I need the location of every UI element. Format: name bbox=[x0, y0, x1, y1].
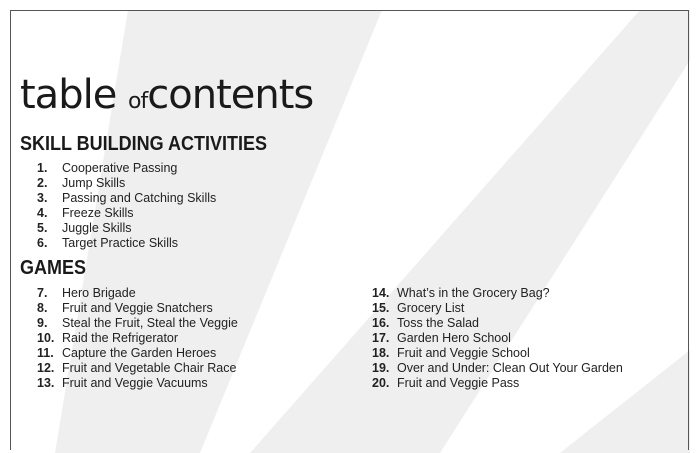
list-item[interactable] bbox=[372, 346, 623, 361]
item-number: 5. bbox=[37, 221, 48, 235]
item-number: 8. bbox=[37, 301, 48, 315]
list-item[interactable] bbox=[372, 286, 623, 301]
list-item[interactable] bbox=[37, 331, 238, 346]
list-item[interactable] bbox=[372, 301, 623, 316]
item-label: Passing and Catching Skills bbox=[62, 191, 217, 205]
item-label: Fruit and Veggie Pass bbox=[397, 376, 520, 390]
list-item[interactable] bbox=[37, 316, 238, 331]
item-label: Grocery List bbox=[397, 301, 465, 315]
item-number: 18. bbox=[372, 346, 390, 360]
title-word: table bbox=[20, 72, 117, 118]
item-number: 15. bbox=[372, 301, 390, 315]
item-number: 20. bbox=[372, 376, 390, 390]
item-label: Steal the Fruit, Steal the Veggie bbox=[62, 316, 238, 330]
section-heading-games: GAMES bbox=[20, 257, 87, 279]
item-number: 7. bbox=[37, 286, 48, 300]
item-label: Jump Skills bbox=[62, 176, 126, 190]
item-label: Toss the Salad bbox=[397, 316, 479, 330]
page-title bbox=[20, 72, 313, 118]
item-label: Fruit and Veggie Snatchers bbox=[62, 301, 213, 315]
title-word: of bbox=[128, 89, 148, 114]
item-label: Hero Brigade bbox=[62, 286, 136, 300]
list-item[interactable] bbox=[372, 361, 623, 376]
list-item[interactable] bbox=[37, 346, 238, 361]
item-label: Fruit and Veggie Vacuums bbox=[62, 376, 208, 390]
section-heading-skills: SKILL BUILDING ACTIVITIES bbox=[20, 133, 268, 155]
item-label: Cooperative Passing bbox=[62, 161, 178, 175]
item-number: 14. bbox=[372, 286, 390, 300]
list-item[interactable] bbox=[37, 301, 238, 316]
item-label: Garden Hero School bbox=[397, 331, 511, 345]
item-number: 19. bbox=[372, 361, 390, 375]
item-number: 4. bbox=[37, 206, 48, 220]
item-number: 3. bbox=[37, 191, 48, 205]
list-item[interactable] bbox=[37, 236, 216, 251]
list-item[interactable] bbox=[372, 331, 623, 346]
item-number: 17. bbox=[372, 331, 390, 345]
list-item[interactable] bbox=[37, 176, 216, 191]
item-label: Capture the Garden Heroes bbox=[62, 346, 217, 360]
list-item[interactable] bbox=[37, 161, 216, 176]
list-item[interactable] bbox=[372, 316, 623, 331]
item-number: 10. bbox=[37, 331, 55, 345]
list-item[interactable] bbox=[37, 221, 216, 236]
item-number: 16. bbox=[372, 316, 390, 330]
item-label: Raid the Refrigerator bbox=[62, 331, 179, 345]
list-item[interactable] bbox=[372, 376, 623, 391]
item-label: What’s in the Grocery Bag? bbox=[397, 286, 550, 300]
item-number: 2. bbox=[37, 176, 48, 190]
title-word: contents bbox=[147, 72, 314, 118]
item-label: Juggle Skills bbox=[62, 221, 132, 235]
item-number: 9. bbox=[37, 316, 48, 330]
list-item[interactable] bbox=[37, 376, 238, 391]
list-item[interactable] bbox=[37, 286, 238, 301]
item-number: 13. bbox=[37, 376, 55, 390]
item-number: 11. bbox=[37, 346, 54, 360]
list-item[interactable] bbox=[37, 361, 238, 376]
item-number: 12. bbox=[37, 361, 55, 375]
item-number: 1. bbox=[37, 161, 48, 175]
item-number: 6. bbox=[37, 236, 48, 250]
games-list-left bbox=[37, 286, 238, 391]
item-label: Fruit and Veggie School bbox=[397, 346, 530, 360]
item-label: Target Practice Skills bbox=[62, 236, 179, 250]
item-label: Over and Under: Clean Out Your Garden bbox=[397, 361, 623, 375]
list-item[interactable] bbox=[37, 191, 216, 206]
item-label: Freeze Skills bbox=[62, 206, 134, 220]
games-list-right bbox=[372, 286, 623, 391]
item-label: Fruit and Vegetable Chair Race bbox=[62, 361, 237, 375]
list-item[interactable] bbox=[37, 206, 216, 221]
skills-list bbox=[37, 161, 216, 251]
